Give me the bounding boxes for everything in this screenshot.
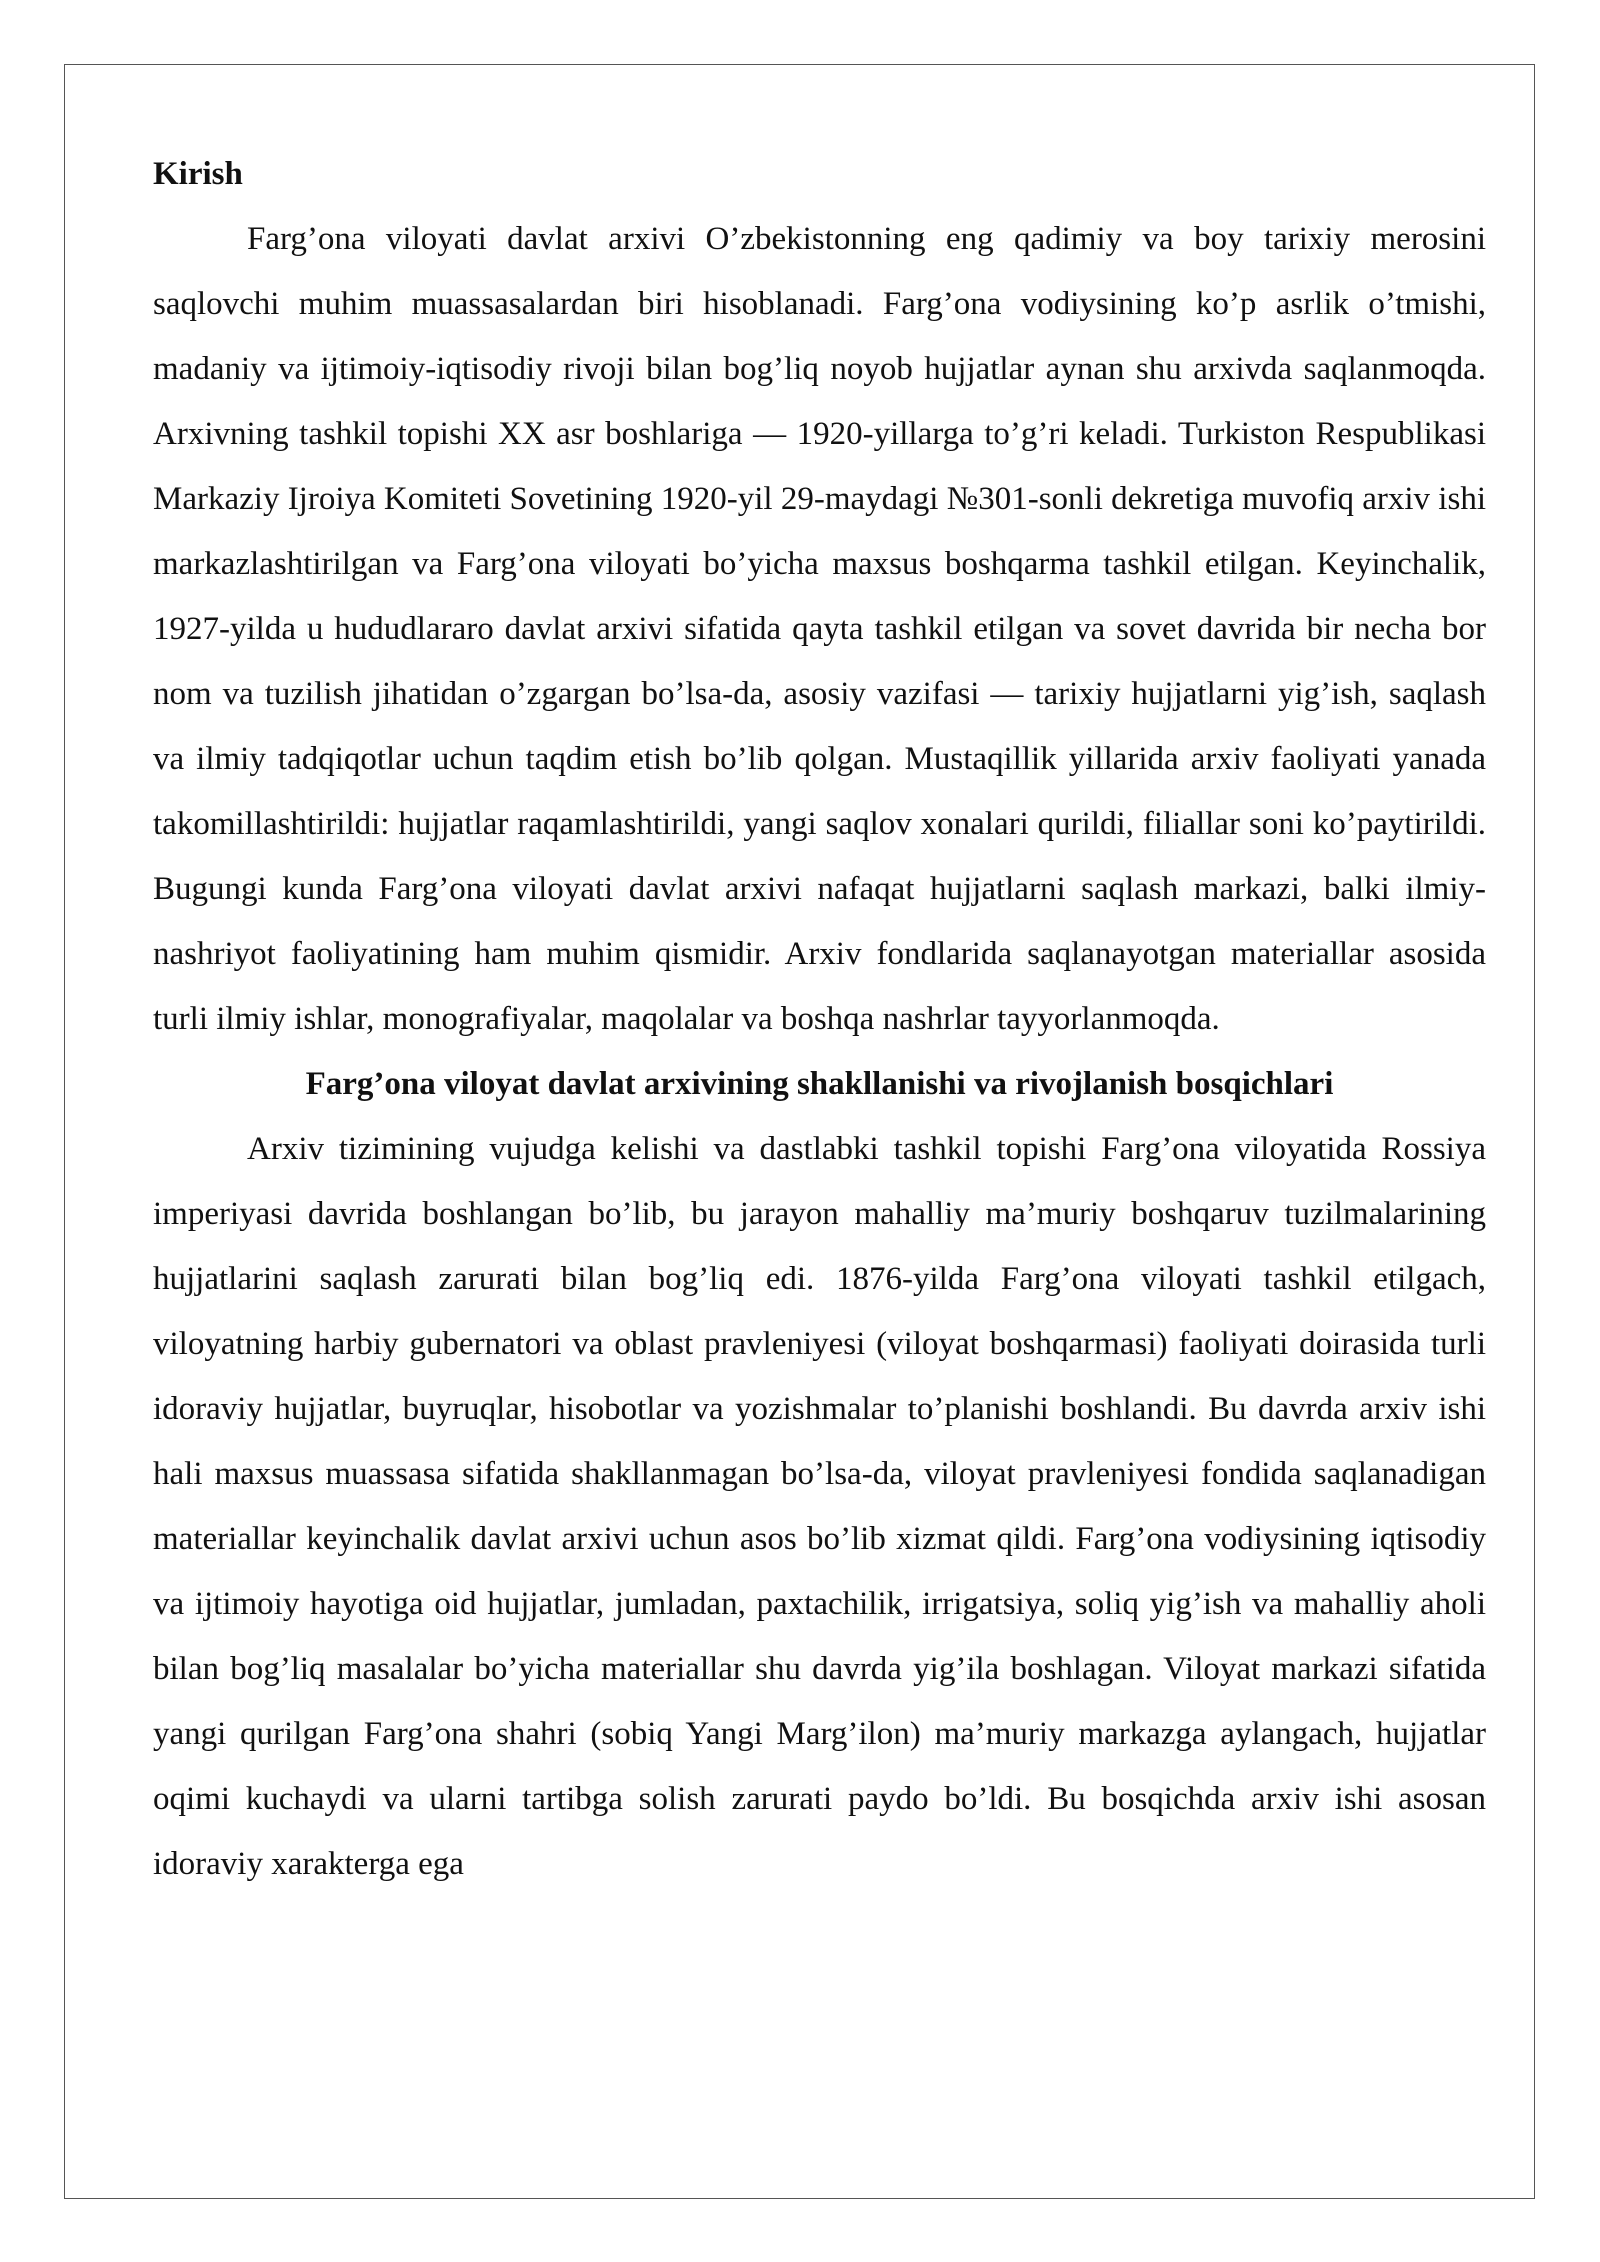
- document-body: [153, 142, 1486, 1897]
- paragraph-archive-stages: Arxiv tizimining vujudga kelishi va dastlabki tashkil topishi Farg’ona viloyatida Rossiya imperiyasi davrida boshlangan bo’lib, bu jarayon mahalliy ma’muriy boshqaruv tuzilmalarining hujjatlarini saqlash zarurati bilan bog’liq edi. 1876-yilda Farg’ona viloyati tashkil etilgach, viloyatning harbiy gubernatori va oblast pravleniyesi (viloyat boshqarmasi) faoliyati doirasida turli idoraviy hujjatlar, buyruqlar, hisobotlar va yozishmalar to’planishi boshlandi. Bu davrda arxiv ishi hali maxsus muassasa sifatida shakllanmagan bo’lsa-da, viloyat pravleniyesi fondida saqlanadigan materiallar keyinchalik davlat arxivi uchun asos bo’lib xizmat qildi. Farg’ona vodiysining iqtisodiy va ijtimoiy hayotiga oid hujjatlar, jumladan, paxtachilik, irrigatsiya, soliq yig’ish va mahalliy aholi bilan bog’liq masalalar bo’yicha materiallar shu davrda yig’ila boshlagan. Viloyat markazi sifatida yangi qurilgan Farg’ona shahri (sobiq Yangi Marg’ilon) ma’muriy markazga aylangach, hujjatlar oqimi kuchaydi va ularni tartibga solish zarurati paydo bo’ldi. Bu bosqichda arxiv ishi asosan idoraviy xarakterga ega: [153, 1131, 1486, 1882]
- section-heading-archive-stages: Farg’ona viloyat davlat arxivining shakllanishi va rivojlanish bosqichlari: [305, 1066, 1334, 1102]
- paragraph-intro: Farg’ona viloyati davlat arxivi O’zbekistonning eng qadimiy va boy tarixiy merosini saqlovchi muhim muassasalardan biri hisoblanadi. Farg’ona vodiysining ko’p asrlik o’tmishi, madaniy va ijtimoiy-iqtisodiy rivoji bilan bog’liq noyob hujjatlar aynan shu arxivda saqlanmoqda. Arxivning tashkil topishi XX asr boshlariga — 1920-yillarga to’g’ri keladi. Turkiston Respublikasi Markaziy Ijroiya Komiteti Sovetining 1920-yil 29-maydagi №301-sonli dekretiga muvofiq arxiv ishi markazlashtirilgan va Farg’ona viloyati bo’yicha maxsus boshqarma tashkil etilgan. Keyinchalik, 1927-yilda u hududlararo davlat arxivi sifatida qayta tashkil etilgan va sovet davrida bir necha bor nom va tuzilish jihatidan o’zgargan bo’lsa-da, asosiy vazifasi — tarixiy hujjatlarni yig’ish, saqlash va ilmiy tadqiqotlar uchun taqdim etish bo’lib qolgan. Mustaqillik yillarida arxiv faoliyati yanada takomillashtirildi: hujjatlar raqamlashtirildi, yangi saqlov xonalari qurildi, filiallar soni ko’paytirildi. Bugungi kunda Farg’ona viloyati davlat arxivi nafaqat hujjatlarni saqlash markazi, balki ilmiy-nashriyot faoliyatining ham muhim qismidir. Arxiv fondlarida saqlanayotgan materiallar asosida turli ilmiy ishlar, monografiyalar, maqolalar va boshqa nashrlar tayyorlanmoqda.: [153, 221, 1486, 1037]
- section-heading-kirish: Kirish: [153, 156, 243, 192]
